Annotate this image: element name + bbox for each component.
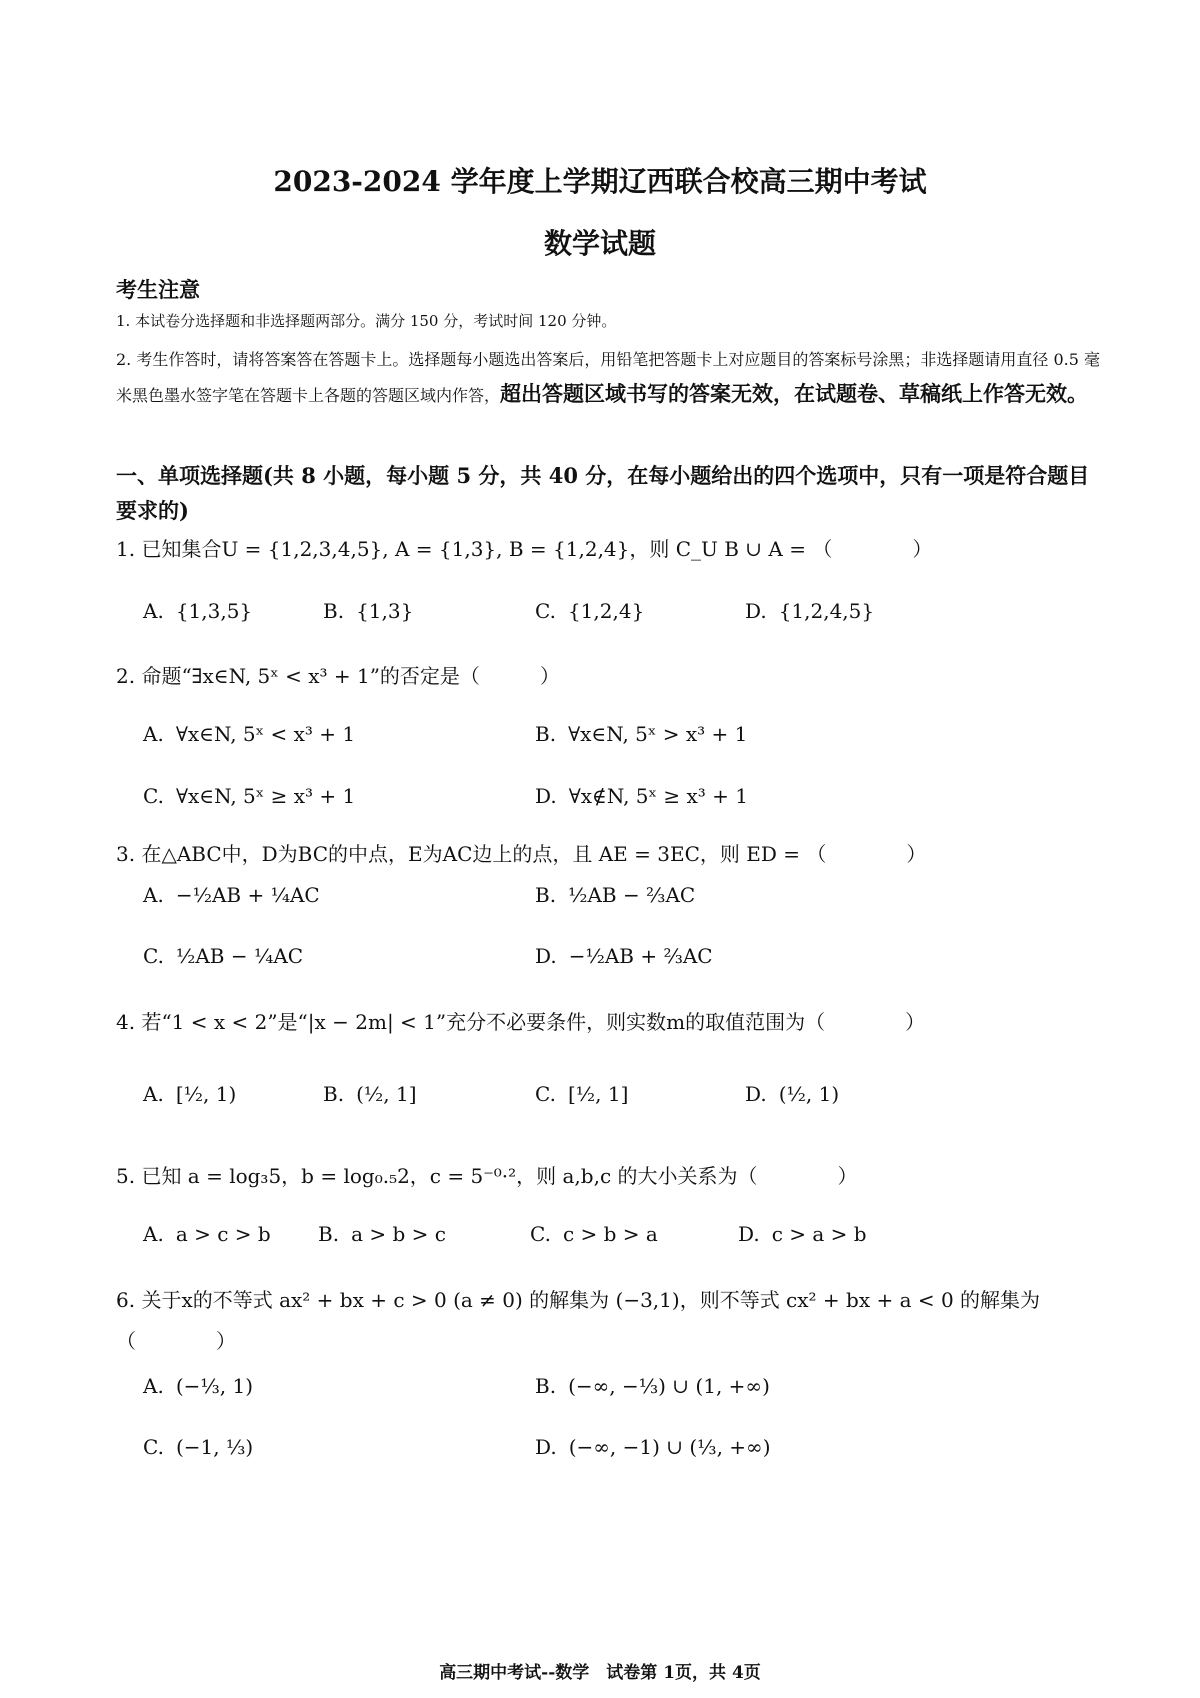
question-5-option-d (738, 1222, 867, 1246)
option-label: C. (143, 944, 164, 968)
option-text: (−⅓, 1) (175, 1374, 253, 1398)
option-text: a > c > b (175, 1222, 271, 1246)
question-5-option-c (530, 1222, 658, 1246)
question-5-option-b (318, 1222, 446, 1246)
option-text: ∀x∈N, 5ˣ > x³ + 1 (568, 722, 748, 746)
question-3-option-b (535, 883, 695, 907)
exam-title: 2023-2024 学年度上学期辽西联合校高三期中考试 (273, 165, 927, 198)
question-1-option-d (745, 599, 874, 623)
page-footer: 高三期中考试--数学 试卷第 1页，共 4页 (439, 1663, 761, 1683)
question-1-stem: 1. 已知集合U = {1,2,3,4,5}, A = {1,3}, B = {1,2,4}，则 C_U B ∪ A = （ ） (116, 537, 933, 561)
question-5-option-a (143, 1222, 271, 1246)
option-label: A. (143, 599, 164, 623)
notice-item-2-text: 2. 考生作答时，请将答案答在答题卡上。选择题每小题选出答案后，用铅笔把答题卡上对应题目的答案标号涂黑；非选择题请用直径 0.5 毫米黑色墨水签字笔在答题卡上各题的答题区域内作答， (116, 350, 1100, 405)
question-6-answer-bracket: （ ） (116, 1329, 236, 1353)
question-3-option-c (143, 944, 303, 968)
question-4-option-a (143, 1082, 236, 1106)
question-3-option-a (143, 883, 320, 907)
question-1-option-b (323, 599, 413, 623)
option-label: D. (535, 944, 557, 968)
option-text: [½, 1] (567, 1082, 629, 1106)
option-text: ∀x∈N, 5ˣ ≥ x³ + 1 (175, 784, 356, 808)
question-4-option-c (535, 1082, 628, 1106)
option-text: (−∞, −1) ∪ (⅓, +∞) (568, 1435, 771, 1459)
question-6-option-a (143, 1374, 253, 1398)
option-text: {1,3} (356, 599, 414, 623)
option-label: A. (143, 722, 164, 746)
question-6-option-d (535, 1435, 771, 1459)
notice-item-1: 1. 本试卷分选择题和非选择题两部分。满分 150 分，考试时间 120 分钟。 (116, 312, 617, 330)
option-label: B. (318, 1222, 340, 1246)
question-6-option-c (143, 1435, 253, 1459)
option-text: c > b > a (562, 1222, 658, 1246)
option-text: {1,2,4,5} (778, 599, 875, 623)
option-label: C. (535, 1082, 556, 1106)
section-heading: 一、单项选择题(共 8 小题，每小题 5 分，共 40 分，在每小题给出的四个选项中，只有一项是符合题目要求的) (116, 463, 1090, 523)
question-2-option-a (143, 722, 355, 746)
option-text: c > a > b (771, 1222, 867, 1246)
option-label: B. (535, 883, 557, 907)
option-label: A. (143, 1222, 164, 1246)
question-3-stem: 3. 在△ABC中，D为BC的中点，E为AC边上的点，且 AE = 3EC，则 ED = （ ） (116, 842, 927, 866)
option-text: ½AB − ⅔AC (568, 883, 696, 907)
option-text: −½AB + ⅔AC (568, 944, 713, 968)
question-1-option-a (143, 599, 252, 623)
question-2-option-c (143, 784, 355, 808)
option-label: D. (738, 1222, 760, 1246)
option-text: {1,2,4} (567, 599, 645, 623)
option-label: D. (535, 784, 557, 808)
question-2-option-d (535, 784, 748, 808)
option-text: (−1, ⅓) (175, 1435, 254, 1459)
option-label: B. (323, 599, 345, 623)
option-text: [½, 1) (175, 1082, 237, 1106)
option-label: C. (143, 784, 164, 808)
option-text: {1,3,5} (175, 599, 253, 623)
question-6-stem: 6. 关于x的不等式 ax² + bx + c > 0 (a ≠ 0) 的解集为 (−3,1)，则不等式 cx² + bx + a < 0 的解集为 (116, 1288, 1041, 1312)
option-label: C. (530, 1222, 551, 1246)
notice-heading: 考生注意 (116, 277, 200, 302)
option-label: C. (535, 599, 556, 623)
notice-item-2-emphasis: 超出答题区域书写的答案无效，在试题卷、草稿纸上作答无效。 (500, 381, 1089, 406)
question-4-option-d (745, 1082, 839, 1106)
option-text: (½, 1] (356, 1082, 417, 1106)
option-label: A. (143, 1082, 164, 1106)
question-2-stem: 2. 命题“∃x∈N, 5ˣ < x³ + 1”的否定是（ ） (116, 664, 560, 688)
question-6-option-b (535, 1374, 770, 1398)
option-label: B. (323, 1082, 345, 1106)
option-label: A. (143, 883, 164, 907)
option-label: D. (745, 599, 767, 623)
option-text: ∀x∈N, 5ˣ < x³ + 1 (175, 722, 356, 746)
option-text: (−∞, −⅓) ∪ (1, +∞) (568, 1374, 770, 1398)
question-1-option-c (535, 599, 644, 623)
option-label: D. (745, 1082, 767, 1106)
option-label: D. (535, 1435, 557, 1459)
question-3-option-d (535, 944, 713, 968)
question-4-option-b (323, 1082, 417, 1106)
question-2-option-b (535, 722, 747, 746)
option-text: ∀x∉N, 5ˣ ≥ x³ + 1 (568, 784, 748, 808)
option-text: −½AB + ¼AC (175, 883, 320, 907)
notice-item-2 (116, 343, 1106, 413)
option-text: ½AB − ¼AC (175, 944, 304, 968)
option-text: a > b > c (351, 1222, 446, 1246)
exam-subtitle: 数学试题 (543, 227, 656, 260)
option-label: C. (143, 1435, 164, 1459)
question-4-stem: 4. 若“1 < x < 2”是“|x − 2m| < 1”充分不必要条件，则实数m的取值范围为（ ） (116, 1010, 926, 1034)
option-label: B. (535, 722, 557, 746)
option-label: B. (535, 1374, 557, 1398)
question-5-stem: 5. 已知 a = log₃5，b = log₀.₅2，c = 5⁻⁰·²，则 a,b,c 的大小关系为（ ） (116, 1164, 858, 1188)
option-text: (½, 1) (778, 1082, 840, 1106)
option-label: A. (143, 1374, 164, 1398)
